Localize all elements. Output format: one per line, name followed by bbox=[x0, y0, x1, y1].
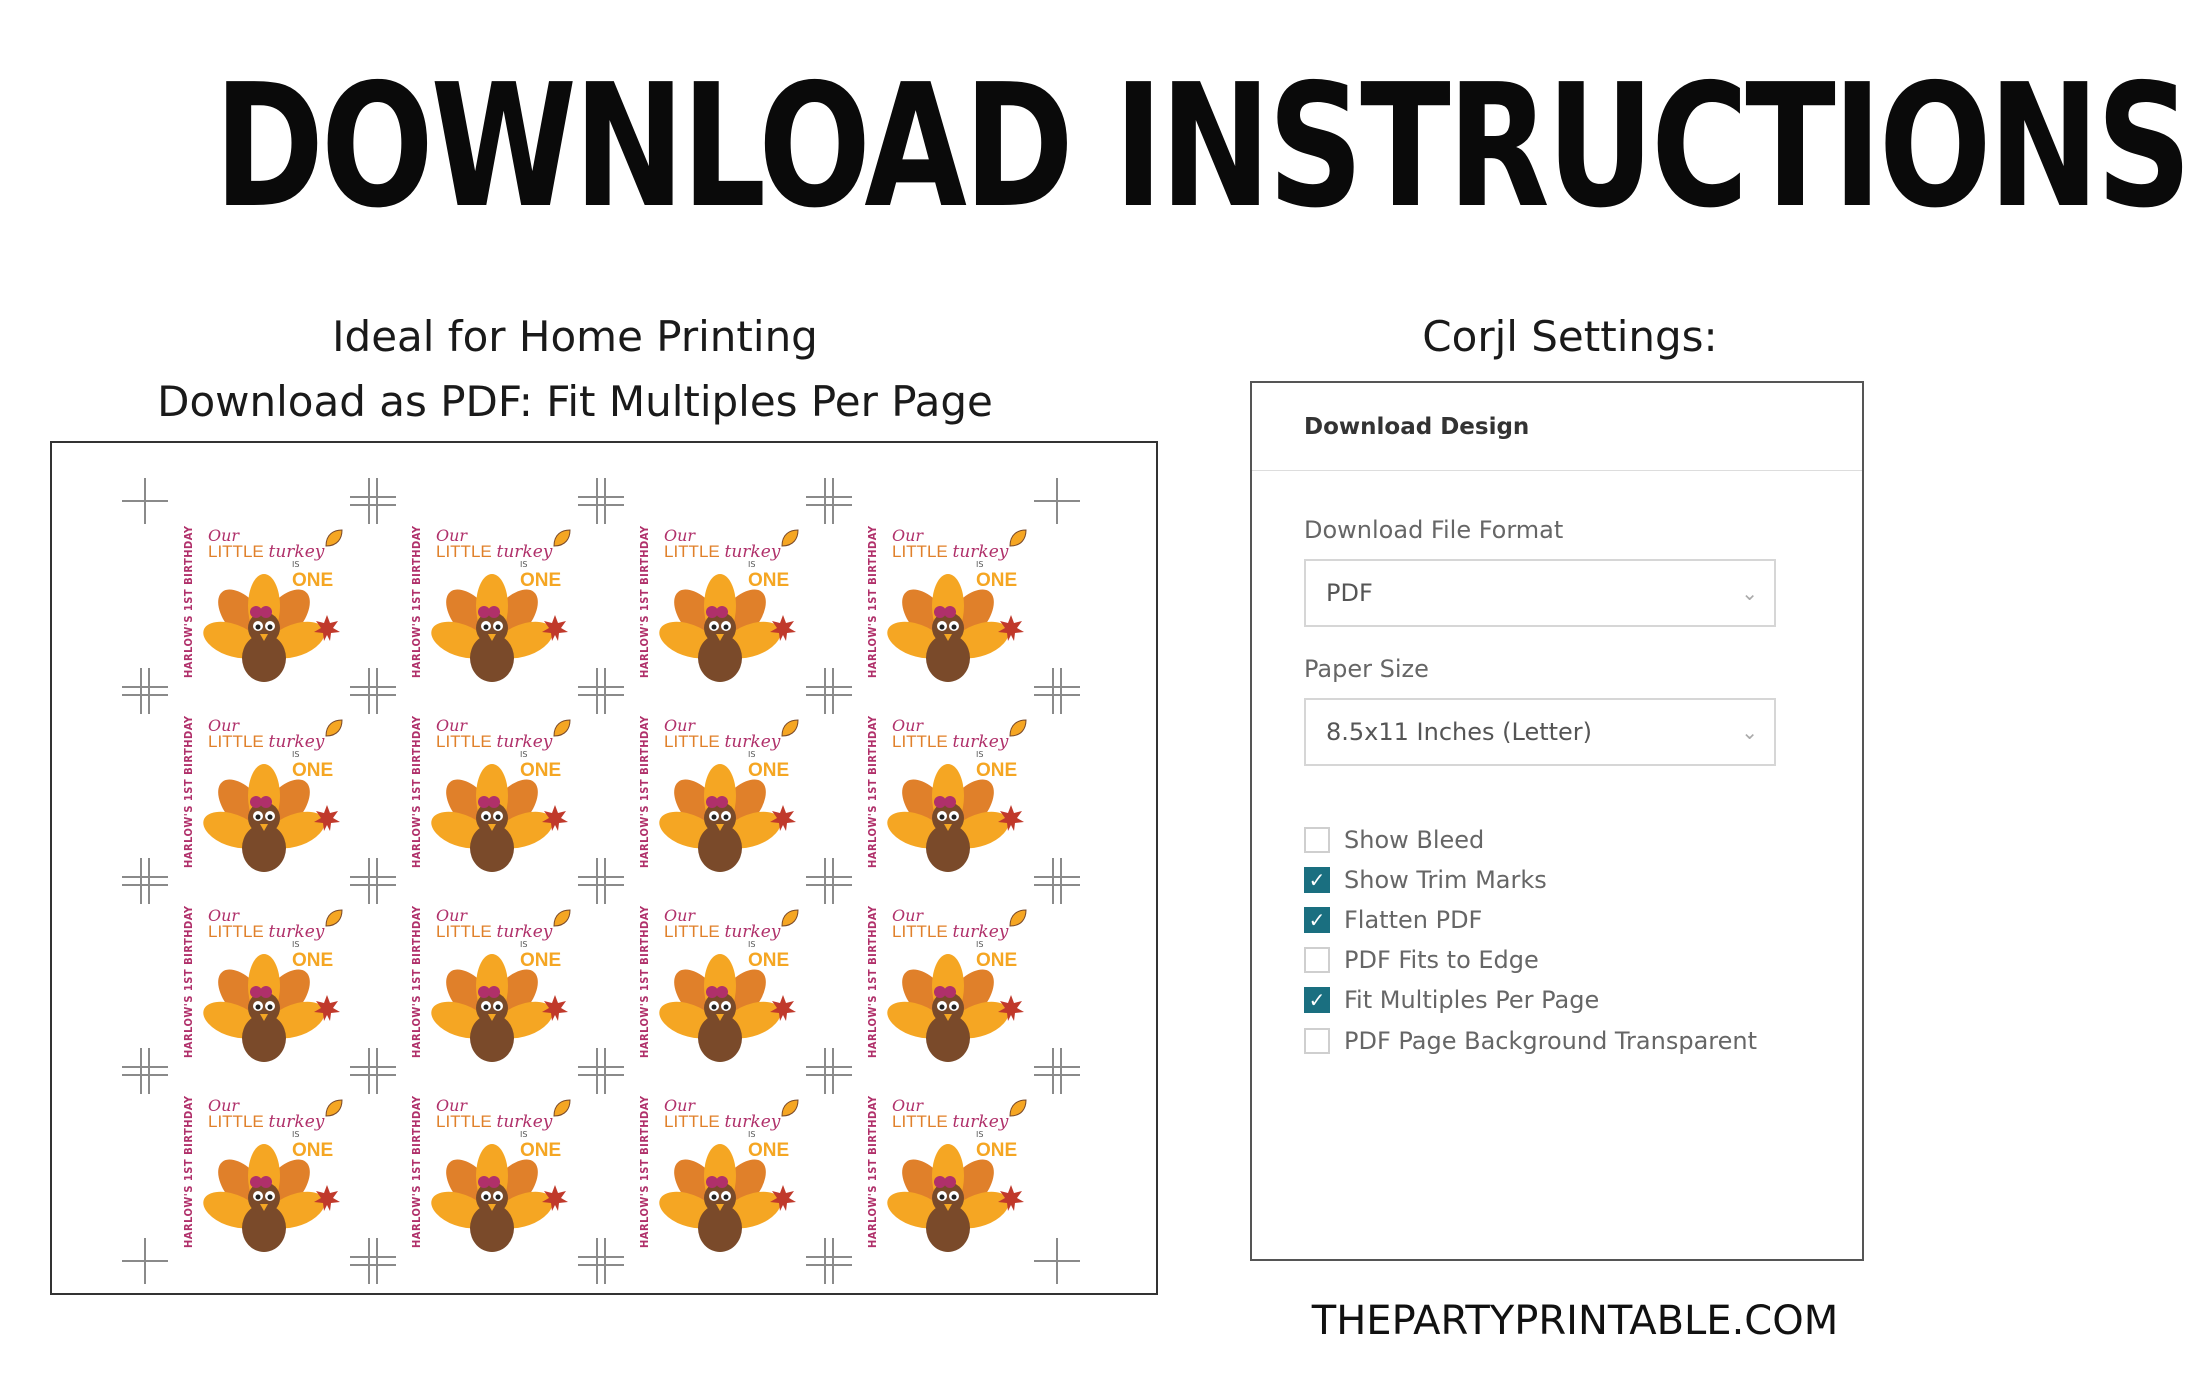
trim-mark bbox=[122, 1048, 168, 1094]
tag-our: Our bbox=[436, 1096, 468, 1115]
trim-mark bbox=[122, 1238, 168, 1284]
tag-one: ONE bbox=[748, 950, 790, 971]
tag-little-turkey: LITTLE turkey bbox=[892, 732, 1009, 752]
tag-is: IS bbox=[520, 560, 528, 569]
tag-is: IS bbox=[520, 940, 528, 949]
tag-one: ONE bbox=[292, 760, 334, 781]
leaf-icon bbox=[322, 526, 346, 550]
tag-our: Our bbox=[892, 716, 924, 735]
trim-mark bbox=[122, 858, 168, 904]
tag-little-turkey: LITTLE turkey bbox=[436, 922, 553, 942]
favor-tag bbox=[410, 898, 590, 1068]
turkey-icon bbox=[204, 748, 324, 876]
leaf-icon bbox=[550, 1096, 574, 1120]
turkey-icon bbox=[660, 1128, 780, 1256]
leaf-icon bbox=[1006, 716, 1030, 740]
tag-is: IS bbox=[292, 750, 300, 759]
file-format-value: PDF bbox=[1326, 579, 1373, 607]
tag-side-text: HARLOW'S 1ST BIRTHDAY bbox=[182, 525, 195, 678]
favor-tag bbox=[866, 898, 1046, 1068]
maple-leaf-icon bbox=[768, 803, 798, 833]
tag-side-text: HARLOW'S 1ST BIRTHDAY bbox=[638, 715, 651, 868]
page-title: DOWNLOAD INSTRUCTIONS bbox=[214, 48, 2189, 246]
tag-one: ONE bbox=[292, 950, 334, 971]
maple-leaf-icon bbox=[996, 1183, 1026, 1213]
favor-tag bbox=[182, 898, 362, 1068]
favor-tag bbox=[866, 708, 1046, 878]
tag-side-text: HARLOW'S 1ST BIRTHDAY bbox=[866, 525, 879, 678]
tag-little-turkey: LITTLE turkey bbox=[664, 922, 781, 942]
favor-tag bbox=[410, 1088, 590, 1258]
maple-leaf-icon bbox=[312, 803, 342, 833]
tag-little-turkey: LITTLE turkey bbox=[208, 732, 325, 752]
tag-our: Our bbox=[436, 716, 468, 735]
tag-our: Our bbox=[892, 906, 924, 925]
tag-side-text: HARLOW'S 1ST BIRTHDAY bbox=[182, 715, 195, 868]
turkey-icon bbox=[660, 558, 780, 686]
maple-leaf-icon bbox=[996, 993, 1026, 1023]
tag-side-text: HARLOW'S 1ST BIRTHDAY bbox=[638, 525, 651, 678]
tag-is: IS bbox=[520, 1130, 528, 1139]
leaf-icon bbox=[778, 716, 802, 740]
tag-is: IS bbox=[976, 940, 984, 949]
leaf-icon bbox=[1006, 526, 1030, 550]
file-format-select[interactable] bbox=[1304, 559, 1776, 627]
tag-our: Our bbox=[892, 1096, 924, 1115]
tag-one: ONE bbox=[292, 570, 334, 591]
tag-our: Our bbox=[664, 906, 696, 925]
tag-little-turkey: LITTLE turkey bbox=[892, 1112, 1009, 1132]
option-fit-multiples-per-page[interactable]: ✓ Fit Multiples Per Page bbox=[1304, 985, 1599, 1015]
option-show-bleed[interactable]: Show Bleed bbox=[1304, 825, 1484, 855]
tag-our: Our bbox=[208, 716, 240, 735]
tag-one: ONE bbox=[748, 570, 790, 591]
tag-is: IS bbox=[976, 750, 984, 759]
maple-leaf-icon bbox=[540, 993, 570, 1023]
tag-one: ONE bbox=[292, 1140, 334, 1161]
tag-side-text: HARLOW'S 1ST BIRTHDAY bbox=[638, 905, 651, 1058]
tag-one: ONE bbox=[520, 950, 562, 971]
tag-side-text: HARLOW'S 1ST BIRTHDAY bbox=[182, 905, 195, 1058]
tag-our: Our bbox=[892, 526, 924, 545]
turkey-icon bbox=[432, 1128, 552, 1256]
tag-one: ONE bbox=[748, 1140, 790, 1161]
maple-leaf-icon bbox=[996, 613, 1026, 643]
favor-tag bbox=[866, 518, 1046, 688]
turkey-icon bbox=[888, 558, 1008, 686]
maple-leaf-icon bbox=[768, 1183, 798, 1213]
turkey-icon bbox=[204, 558, 324, 686]
maple-leaf-icon bbox=[996, 803, 1026, 833]
tag-one: ONE bbox=[976, 1140, 1018, 1161]
favor-tag bbox=[410, 518, 590, 688]
tag-one: ONE bbox=[748, 760, 790, 781]
checkbox[interactable]: ✓ bbox=[1304, 907, 1330, 933]
tag-side-text: HARLOW'S 1ST BIRTHDAY bbox=[182, 1095, 195, 1248]
tag-one: ONE bbox=[976, 950, 1018, 971]
leaf-icon bbox=[550, 526, 574, 550]
tag-side-text: HARLOW'S 1ST BIRTHDAY bbox=[638, 1095, 651, 1248]
tag-is: IS bbox=[976, 1130, 984, 1139]
option-pdf-fits-to-edge[interactable]: PDF Fits to Edge bbox=[1304, 945, 1539, 975]
tag-our: Our bbox=[208, 1096, 240, 1115]
tag-one: ONE bbox=[976, 760, 1018, 781]
checkbox[interactable]: ✓ bbox=[1304, 987, 1330, 1013]
tag-our: Our bbox=[664, 1096, 696, 1115]
checkbox[interactable]: ✓ bbox=[1304, 867, 1330, 893]
maple-leaf-icon bbox=[312, 613, 342, 643]
tag-little-turkey: LITTLE turkey bbox=[436, 1112, 553, 1132]
favor-tag bbox=[182, 1088, 362, 1258]
tag-one: ONE bbox=[520, 1140, 562, 1161]
leaf-icon bbox=[322, 1096, 346, 1120]
favor-tag bbox=[638, 518, 818, 688]
tag-little-turkey: LITTLE turkey bbox=[208, 542, 325, 562]
tag-our: Our bbox=[208, 906, 240, 925]
favor-tag bbox=[638, 898, 818, 1068]
tag-is: IS bbox=[748, 1130, 756, 1139]
checkbox[interactable] bbox=[1304, 827, 1330, 853]
tag-side-text: HARLOW'S 1ST BIRTHDAY bbox=[410, 905, 423, 1058]
paper-size-label: Paper Size bbox=[1304, 655, 1429, 683]
option-flatten-pdf[interactable]: ✓ Flatten PDF bbox=[1304, 905, 1482, 935]
tag-our: Our bbox=[436, 526, 468, 545]
leaf-icon bbox=[322, 906, 346, 930]
tag-side-text: HARLOW'S 1ST BIRTHDAY bbox=[410, 1095, 423, 1248]
chevron-down-icon: ⌄ bbox=[1741, 581, 1758, 605]
leaf-icon bbox=[322, 716, 346, 740]
maple-leaf-icon bbox=[312, 993, 342, 1023]
turkey-icon bbox=[888, 1128, 1008, 1256]
tag-little-turkey: LITTLE turkey bbox=[892, 922, 1009, 942]
tag-side-text: HARLOW'S 1ST BIRTHDAY bbox=[866, 905, 879, 1058]
tag-our: Our bbox=[664, 716, 696, 735]
tag-side-text: HARLOW'S 1ST BIRTHDAY bbox=[410, 715, 423, 868]
maple-leaf-icon bbox=[312, 1183, 342, 1213]
maple-leaf-icon bbox=[768, 613, 798, 643]
tag-side-text: HARLOW'S 1ST BIRTHDAY bbox=[866, 715, 879, 868]
tag-one: ONE bbox=[520, 570, 562, 591]
leaf-icon bbox=[1006, 1096, 1030, 1120]
tag-little-turkey: LITTLE turkey bbox=[892, 542, 1009, 562]
favor-tag bbox=[638, 1088, 818, 1258]
tag-side-text: HARLOW'S 1ST BIRTHDAY bbox=[866, 1095, 879, 1248]
file-format-label: Download File Format bbox=[1304, 516, 1564, 544]
option-show-trim-marks[interactable]: ✓ Show Trim Marks bbox=[1304, 865, 1547, 895]
tag-our: Our bbox=[208, 526, 240, 545]
leaf-icon bbox=[1006, 906, 1030, 930]
favor-tag bbox=[410, 708, 590, 878]
turkey-icon bbox=[888, 748, 1008, 876]
turkey-icon bbox=[660, 938, 780, 1066]
pdf-instruction-text: Download as PDF: Fit Multiples Per Page bbox=[157, 377, 993, 426]
maple-leaf-icon bbox=[768, 993, 798, 1023]
leaf-icon bbox=[778, 1096, 802, 1120]
leaf-icon bbox=[778, 526, 802, 550]
paper-size-select[interactable] bbox=[1304, 698, 1776, 766]
maple-leaf-icon bbox=[540, 1183, 570, 1213]
turkey-icon bbox=[432, 748, 552, 876]
turkey-icon bbox=[432, 938, 552, 1066]
tag-little-turkey: LITTLE turkey bbox=[664, 542, 781, 562]
turkey-icon bbox=[660, 748, 780, 876]
tag-little-turkey: LITTLE turkey bbox=[436, 732, 553, 752]
tag-little-turkey: LITTLE turkey bbox=[664, 732, 781, 752]
favor-tag bbox=[638, 708, 818, 878]
checkbox[interactable] bbox=[1304, 947, 1330, 973]
tag-our: Our bbox=[664, 526, 696, 545]
tag-little-turkey: LITTLE turkey bbox=[436, 542, 553, 562]
turkey-icon bbox=[204, 938, 324, 1066]
tag-is: IS bbox=[520, 750, 528, 759]
tag-is: IS bbox=[976, 560, 984, 569]
corjl-settings-label: Corjl Settings: bbox=[1422, 312, 1718, 361]
turkey-icon bbox=[432, 558, 552, 686]
chevron-down-icon: ⌄ bbox=[1741, 720, 1758, 744]
maple-leaf-icon bbox=[540, 803, 570, 833]
tag-is: IS bbox=[292, 940, 300, 949]
trim-mark bbox=[122, 478, 168, 524]
website-url: THEPARTYPRINTABLE.COM bbox=[1311, 1298, 1839, 1344]
favor-tag bbox=[182, 518, 362, 688]
paper-size-value: 8.5x11 Inches (Letter) bbox=[1326, 718, 1593, 746]
tag-one: ONE bbox=[520, 760, 562, 781]
leaf-icon bbox=[550, 716, 574, 740]
panel-title: Download Design bbox=[1252, 383, 1862, 471]
tag-little-turkey: LITTLE turkey bbox=[208, 1112, 325, 1132]
tag-little-turkey: LITTLE turkey bbox=[208, 922, 325, 942]
tag-is: IS bbox=[748, 750, 756, 759]
leaf-icon bbox=[550, 906, 574, 930]
trim-mark bbox=[122, 668, 168, 714]
tag-is: IS bbox=[748, 940, 756, 949]
download-design-panel bbox=[1250, 381, 1864, 1261]
tag-little-turkey: LITTLE turkey bbox=[664, 1112, 781, 1132]
tag-is: IS bbox=[292, 560, 300, 569]
tag-our: Our bbox=[436, 906, 468, 925]
option-pdf-background-transparent[interactable]: PDF Page Background Transparent bbox=[1304, 1026, 1757, 1056]
home-printing-text: Ideal for Home Printing bbox=[332, 312, 818, 361]
maple-leaf-icon bbox=[540, 613, 570, 643]
favor-tag bbox=[182, 708, 362, 878]
favor-tag bbox=[866, 1088, 1046, 1258]
tag-side-text: HARLOW'S 1ST BIRTHDAY bbox=[410, 525, 423, 678]
turkey-icon bbox=[888, 938, 1008, 1066]
leaf-icon bbox=[778, 906, 802, 930]
tag-one: ONE bbox=[976, 570, 1018, 591]
turkey-icon bbox=[204, 1128, 324, 1256]
tag-is: IS bbox=[292, 1130, 300, 1139]
tag-is: IS bbox=[748, 560, 756, 569]
pdf-preview-sheet bbox=[50, 441, 1158, 1295]
checkbox[interactable] bbox=[1304, 1028, 1330, 1054]
